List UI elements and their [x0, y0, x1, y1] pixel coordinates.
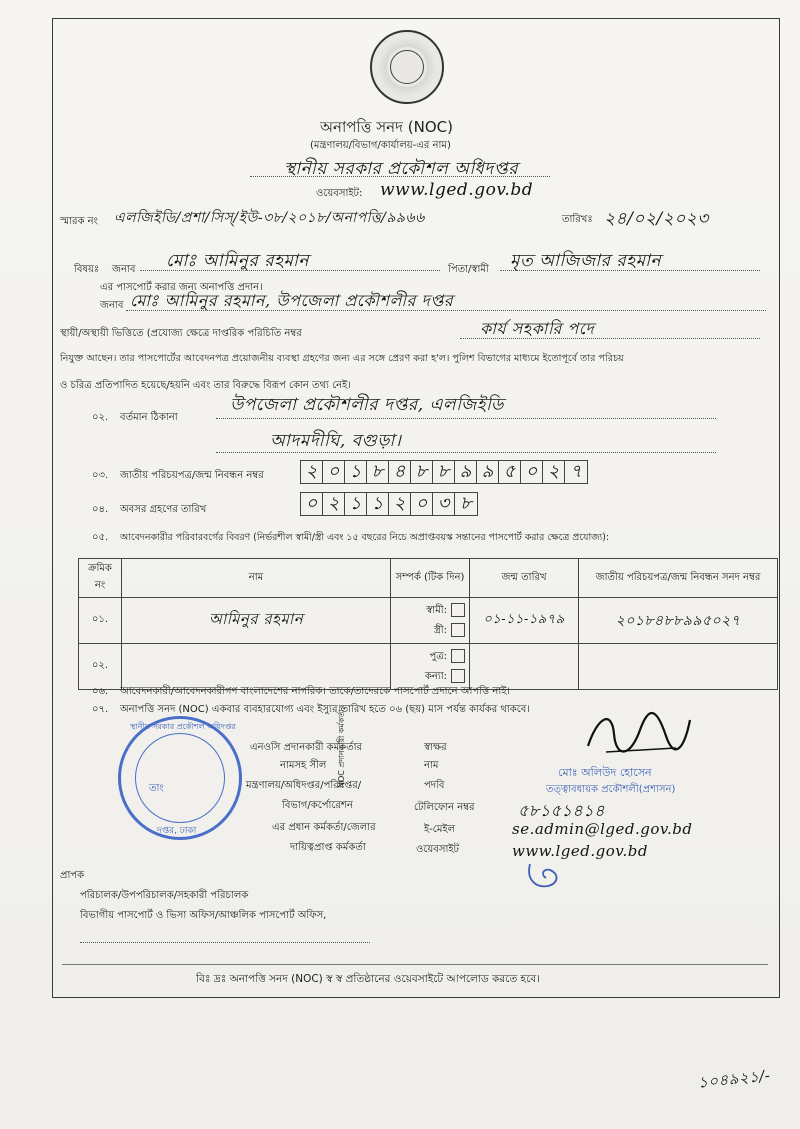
authority-line-1: এনওসি প্রদানকারী কর্মকর্তার	[250, 742, 363, 753]
body-line-3-value: কার্য সহকারি পদে	[480, 319, 595, 338]
stamp-bottom-text: দপ্তর, ঢাকা	[157, 826, 197, 836]
authority-side-text: NOC প্রদানকারী কর্মকর্তার	[337, 704, 346, 788]
relation-husband-checkbox[interactable]	[451, 603, 465, 617]
table-row	[79, 598, 778, 644]
name-label: নাম	[424, 760, 439, 771]
nid-digit-boxes	[300, 460, 588, 484]
family-label: আবেদনকারীর পরিবারবর্গের বিবরণ (নির্ভরশীল স্বামী/স্ত্রী এবং ১৫ বছরের নিচে অপ্রাপ্তবয়স্ক সন্তানের পাসপোর্ট করার ক্ষেত্রে প্রযোজ্য):	[120, 532, 610, 543]
nid-digit: ০	[521, 461, 543, 483]
row-relation	[391, 598, 470, 644]
nid-digit: ৫	[499, 461, 521, 483]
retire-date-boxes	[300, 492, 478, 516]
note-06-number: ০৬.	[92, 686, 109, 697]
row-dob: ০১-১১-১৯৭৯	[470, 598, 579, 644]
office-round-stamp	[118, 716, 242, 840]
recipient-line-2: বিভাগীয় পাসপোর্ট ও ভিসা অফিস/আঞ্চলিক পাসপোর্ট অফিস,	[80, 910, 327, 921]
authority-line-5: এর প্রধান কর্মকর্তা/জেলার	[272, 822, 376, 833]
relation-son-label: পুত্র:	[429, 650, 447, 662]
body-line-5: ও চরিত্র প্রতিপাদিত হয়েছে/হয়নি এবং তার বিরুদ্ধে বিরূপ কোন তথ্য নেই।	[60, 380, 351, 391]
signatory-stamp-post: তত্ত্বাবধায়ক প্রকৌশলী(প্রশাসন)	[546, 784, 676, 795]
note-06-text: আবেদনকারী/আবেদনকারীগণ বাংলাদেশের নাগরিক। তাকে/তাদেরকে পাসপোর্ট প্রদানে আপত্তি নাই।	[120, 686, 511, 697]
retire-digit: ১	[345, 493, 367, 515]
relation-daughter-checkbox[interactable]	[451, 669, 465, 683]
authority-line-6: দায়িত্বপ্রাপ্ত কর্মকর্তা	[290, 842, 366, 853]
stamp-date-prefix: তাং	[149, 783, 164, 794]
footer-note: বিঃ দ্রঃ অনাপত্তি সনদ (NOC) স্ব স্ব প্রতিষ্ঠানের ওয়েবসাইটে আপলোড করতে হবে।	[196, 973, 540, 985]
body-line-3-prefix: স্থায়ী/অস্থায়ী ভিত্তিতে (প্রযোজ্য ক্ষেত্রে দাপ্তরিক পরিচিতি নম্বর	[60, 328, 302, 339]
retire-digit: ২	[323, 493, 345, 515]
relation-wife-label: স্ত্রী:	[433, 624, 447, 636]
website-label: ওয়েবসাইট:	[316, 188, 363, 199]
field-03-number: ০৩.	[92, 470, 109, 481]
body-line-4: নিযুক্ত আছেন। তার পাসপোর্টের আবেদনপত্র প্রয়োজনীয় ব্যবস্থা গ্রহণের জন্য এর সঙ্গে প্রেরণ করা হ'ল। পুলিশ বিভাগের মাধ্যমে ইতোপূর্বে তার পরিচয়	[60, 353, 624, 364]
retire-digit: ০	[411, 493, 433, 515]
row-serial: ০১.	[79, 598, 122, 644]
field-05-number: ০৫.	[92, 532, 109, 543]
nid-digit: ৯	[455, 461, 477, 483]
table-row	[79, 644, 778, 690]
father-label: পিতা/স্বামী	[448, 264, 489, 275]
header-nid: জাতীয় পরিচয়পত্র/জন্ম নিবন্ধন সনদ নম্বর	[579, 559, 778, 598]
nid-digit: ৭	[570, 461, 582, 482]
stamp-ring-text: স্থানীয় সরকার প্রকৌশল অধিদপ্তর	[130, 722, 236, 731]
applicant-name: মোঃ আমিনুর রহমান	[166, 251, 310, 271]
relation-son-checkbox[interactable]	[451, 649, 465, 663]
row-dob	[470, 644, 579, 690]
header-serial: ক্রমিক নং	[79, 559, 122, 598]
web-label: ওয়েবসাইট	[416, 844, 459, 855]
nid-digit: ৮	[367, 461, 389, 483]
document-subtitle: (মন্ত্রণালয়/বিভাগ/কার্যালয়-এর নাম)	[310, 140, 451, 151]
address-line-2: আদমদীঘি, বগুড়া।	[270, 431, 402, 451]
memo-date: ২৪/০২/২০২৩	[604, 209, 709, 229]
web-value: www.lged.gov.bd	[512, 842, 648, 860]
header-relation: সম্পর্ক (টিক দিন)	[391, 559, 470, 598]
authority-line-3: মন্ত্রণালয়/অধিদপ্তর/পরিদপ্তর/	[246, 780, 362, 791]
authority-line-2: নামসহ সীল	[280, 760, 327, 771]
relation-wife-checkbox[interactable]	[451, 623, 465, 637]
office-name: স্থানীয় সরকার প্রকৌশল অধিদপ্তর	[284, 159, 519, 179]
post-label: পদবি	[424, 780, 445, 791]
nid-digit: ২	[543, 461, 565, 483]
nid-digit: ৮	[411, 461, 433, 483]
retire-digit: ১	[367, 493, 389, 515]
authority-line-4: বিভাগ/কর্পোরেশন	[282, 800, 353, 811]
signatory-stamp-name: মোঃ অলিউদ হোসেন	[558, 766, 652, 779]
body-line-1: এর পাসপোর্ট করার জন্য অনাপত্তি প্রদান।	[100, 282, 263, 293]
nid-digit: ৯	[477, 461, 499, 483]
note-07-number: ০৭.	[92, 704, 109, 715]
recipient-label: প্রাপক	[60, 870, 85, 881]
field-04-number: ০৪.	[92, 504, 109, 515]
row-relation	[391, 644, 470, 690]
recipient-line-1: পরিচালক/উপপরিচালক/সহকারী পরিচালক	[80, 890, 249, 901]
address-label: বর্তমান ঠিকানা	[120, 412, 178, 423]
header-dob: জন্ম তারিখ	[470, 559, 579, 598]
government-seal	[370, 30, 444, 104]
nid-label: জাতীয় পরিচয়পত্র/জন্ম নিবন্ধন নম্বর	[120, 470, 264, 481]
initial-mark	[524, 858, 564, 892]
family-table	[78, 558, 778, 690]
header-name: নাম	[122, 559, 391, 598]
date-label: তারিখঃ	[562, 214, 593, 225]
row-nid: ২০১৮৪৮৮৯৯৫০২৭	[579, 598, 778, 644]
document-title: অনাপত্তি সনদ (NOC)	[320, 118, 453, 136]
row-name	[122, 644, 391, 690]
nid-digit: ২	[301, 461, 323, 483]
phone-label: টেলিফোন নম্বর	[414, 802, 475, 813]
nid-digit: ০	[323, 461, 345, 483]
nid-digit: ৮	[433, 461, 455, 483]
row-serial: ০২.	[79, 644, 122, 690]
subject-prefix: জনাব	[112, 264, 136, 275]
row-name: আমিনুর রহমান	[122, 598, 391, 644]
relation-husband-label: স্বামী:	[426, 604, 447, 616]
nid-digit: ৪	[389, 461, 411, 483]
body-line-2-prefix: জনাব	[100, 300, 124, 311]
family-table-header	[79, 559, 778, 598]
email-label: ই-মেইল	[424, 824, 456, 835]
note-07-text: অনাপত্তি সনদ (NOC) একবার ব্যবহারযোগ্য এবং ইস্যুর তারিখ হতে ০৬ (ছয়) মাস পর্যন্ত কার্যকর থাকবে।	[120, 704, 530, 715]
memo-label: স্মারক নং	[60, 216, 98, 227]
email-value: se.admin@lged.gov.bd	[512, 820, 693, 838]
sign-label: স্বাক্ষর	[424, 742, 447, 753]
field-02-number: ০২.	[92, 412, 109, 423]
relation-daughter-label: কন্যা:	[424, 670, 447, 682]
father-name: মৃত আজিজার রহমান	[510, 251, 662, 271]
row-nid	[579, 644, 778, 690]
body-line-2-value: মোঃ আমিনুর রহমান, উপজেলা প্রকৌশলীর দপ্তর	[130, 291, 454, 310]
retire-digit: ৩	[433, 493, 455, 515]
page-number: ১০৪৯২১/-	[697, 1066, 772, 1092]
retire-digit: ০	[301, 493, 323, 515]
subject-label: বিষয়ঃ	[74, 264, 100, 275]
retire-digit: ২	[389, 493, 411, 515]
phone-value: ৫৮১৫১৪১৪	[518, 801, 606, 820]
retire-digit: ৮	[460, 493, 472, 514]
address-line-1: উপজেলা প্রকৌশলীর দপ্তর, এলজিইডি	[230, 395, 504, 415]
nid-digit: ১	[345, 461, 367, 483]
memo-value: এলজিইডি/প্রশা/সিস্/ইউ-৩৮/২০১৮/অনাপত্তি/৯৯৬৬	[114, 210, 425, 226]
retire-label: অবসর গ্রহণের তারিখ	[120, 504, 207, 515]
signature	[584, 706, 694, 762]
website-value: www.lged.gov.bd	[380, 180, 534, 200]
